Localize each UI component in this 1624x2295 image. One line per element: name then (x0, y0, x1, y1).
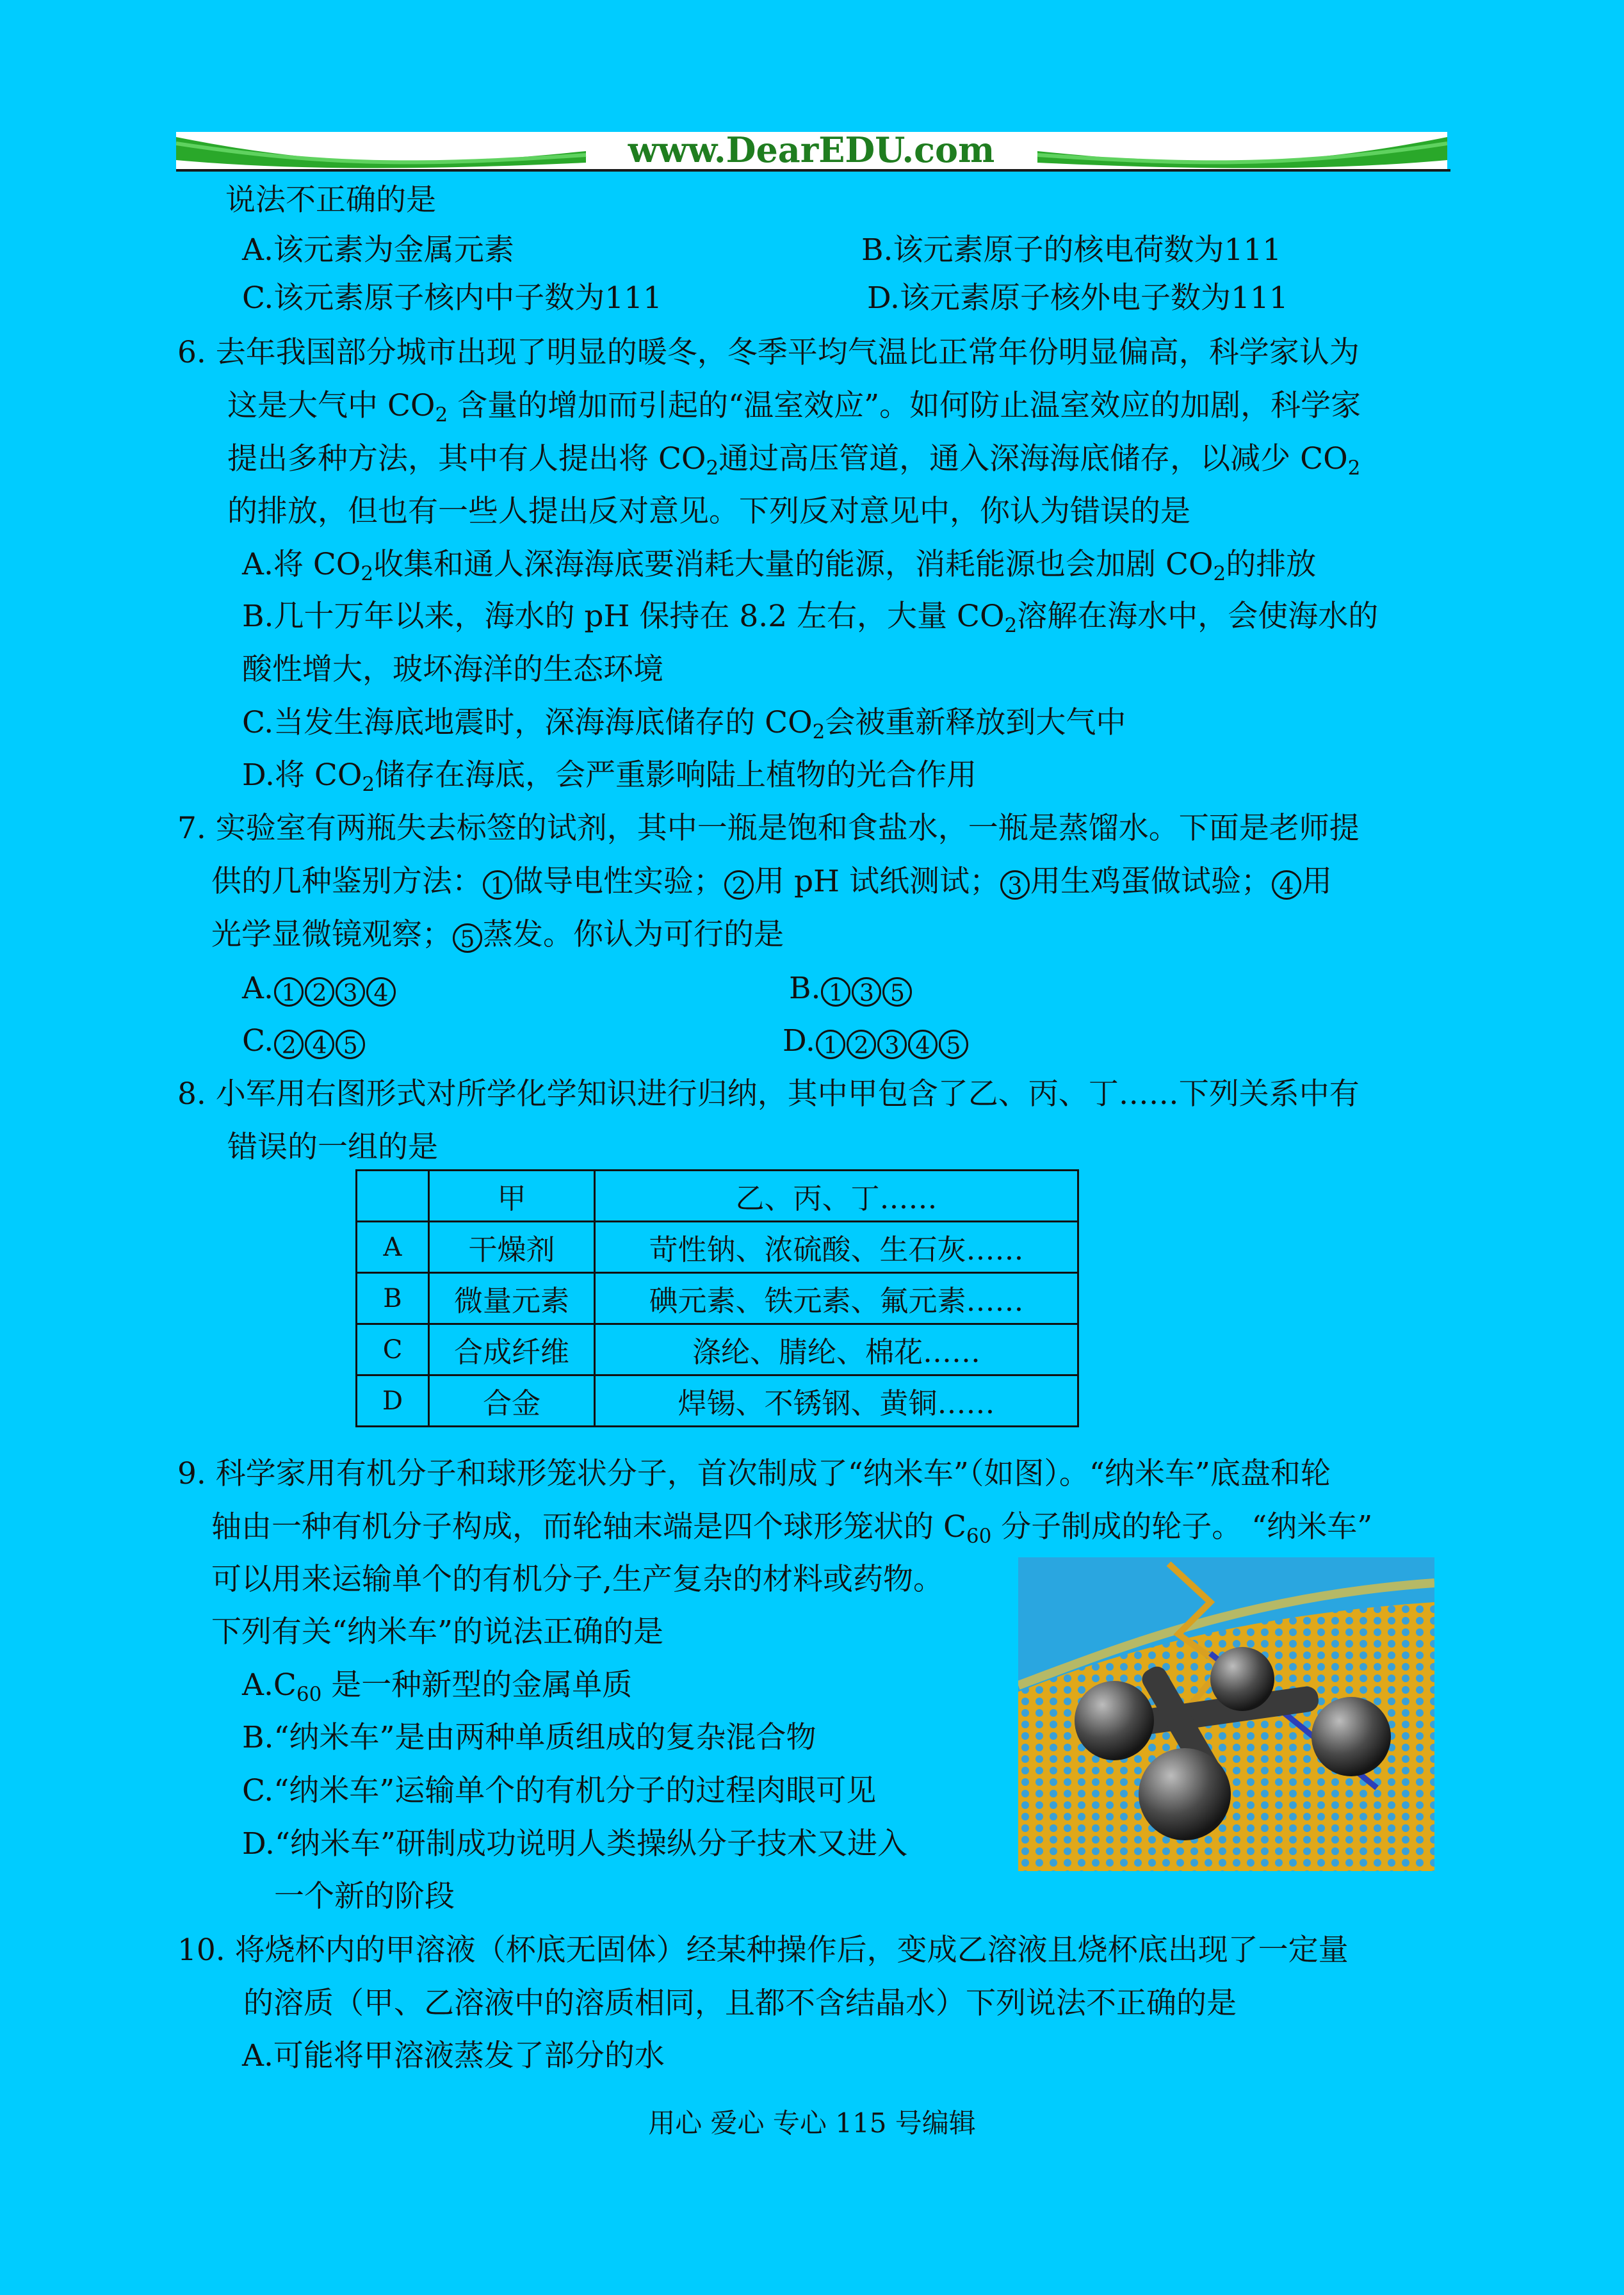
table-cell-key: D (357, 1375, 429, 1427)
table-cell-members: 涤纶、腈纶、棉花…… (595, 1324, 1078, 1375)
table-header-cell: 乙、丙、丁…… (595, 1171, 1078, 1222)
table-cell-key: B (357, 1273, 429, 1324)
q9-line-3: 可以用来运输单个的有机分子,生产复杂的材料或药物。 (211, 1562, 943, 1597)
q6-line-2: 这是大气中 $CO_2$ 含量的增加而引起的“温室效应”。如何防止温室效应的加剧，科学家 (227, 388, 1361, 426)
table-row (357, 1375, 1078, 1427)
q10-line-1: 10. 将烧杯内的甲溶液（杯底无固体）经某种操作后，变成乙溶液且烧杯底出现了一定量 (177, 1933, 1349, 1968)
table-row (357, 1324, 1078, 1375)
q10-line-2: 的溶质（甲、乙溶液中的溶质相同，且都不含结晶水）下列说法不正确的是 (243, 1986, 1237, 2021)
q9-option-d: D.“纳米车”研制成功说明人类操纵分子技术又进入 (242, 1826, 908, 1861)
q5-stem-tail: 说法不正确的是 (225, 182, 436, 218)
q7-line-3: 光学显微镜观察； 5 蒸发。你认为可行的是 (211, 917, 784, 953)
q6-line-3: 提出多种方法，其中有人提出将 $CO_2$通过高压管道，通入深海海底储存，以减少 $CO_2$ (227, 441, 1361, 480)
header-rule (176, 169, 1450, 172)
q7-option-d: D. 1 2 3 4 5 (783, 1022, 969, 1060)
table-row (357, 1273, 1078, 1324)
q6-option-a: A.将 $CO_2$收集和通人深海海底要消耗大量的能源，消耗能源也会加剧 $CO_2$的排放 (242, 547, 1317, 585)
classification-table (355, 1169, 1079, 1427)
table-cell-category: 合金 (429, 1375, 595, 1427)
table-row (357, 1222, 1078, 1273)
q8-line-2: 错误的一组的是 (227, 1130, 438, 1165)
page-footer: 用心 爱心 专心 115 号编辑 (648, 2107, 976, 2139)
table-cell-category: 微量元素 (429, 1273, 595, 1324)
q7-option-c: C. 2 4 5 (242, 1022, 366, 1060)
q9-option-b: B.“纳米车”是由两种单质组成的复杂混合物 (242, 1720, 816, 1755)
q6-option-c: C.当发生海底地震时，深海海底储存的 $CO_2$会被重新释放到大气中 (242, 705, 1126, 743)
nanocar-image (1018, 1557, 1434, 1871)
q9-line-2: 轴由一种有机分子构成，而轮轴末端是四个球形笼状的 $C_{60}$ 分子制成的轮子。 “纳米车” (211, 1509, 1373, 1548)
q9-option-d-cont: 一个新的阶段 (274, 1879, 455, 1914)
q5-option-b: B.该元素原子的核电荷数为111 (861, 232, 1282, 268)
q7-line-2: 供的几种鉴别方法： 1 做导电性实验； 2 用 pH 试纸测试； 3 用生鸡蛋做试验； 4 用 (211, 864, 1332, 900)
q5-option-a: A.该元素为金属元素 (242, 232, 514, 268)
q9-line-1: 9. 科学家用有机分子和球形笼状分子，首次制成了“纳米车”（如图）。“纳米车”底盘和轮 (177, 1456, 1331, 1491)
q6-option-b-cont: 酸性增大，玻坏海洋的生态环境 (242, 652, 663, 687)
q5-option-c: C.该元素原子核内中子数为111 (242, 280, 662, 316)
table-cell-category: 干燥剂 (429, 1222, 595, 1273)
table-header-cell: 甲 (429, 1171, 595, 1222)
q7-option-b: B. 1 3 5 (789, 969, 913, 1008)
q6-option-d: D.将 $CO_2$储存在海底，会严重影响陆上植物的光合作用 (242, 758, 977, 796)
q9-line-4: 下列有关“纳米车”的说法正确的是 (211, 1614, 664, 1650)
table-cell-key: C (357, 1324, 429, 1375)
q9-option-a: $A.C_{60}$ 是一种新型的金属单质 (242, 1667, 633, 1706)
q5-option-d: D.该元素原子核外电子数为111 (867, 280, 1288, 316)
q6-option-b: B.几十万年以来，海水的 pH 保持在 8.2 左右，大量 $CO_2$溶解在海水中，会使海水的 (242, 599, 1379, 637)
q7-line-1: 7. 实验室有两瓶失去标签的试剂，其中一瓶是饱和食盐水，一瓶是蒸馏水。下面是老师提 (177, 811, 1360, 846)
banner-text: www.DearEDU.com (628, 132, 995, 169)
q6-line-4: 的排放，但也有一些人提出反对意见。下列反对意见中，你认为错误的是 (227, 494, 1190, 529)
table-cell-key: A (357, 1222, 429, 1273)
table-header-cell (357, 1171, 429, 1222)
table-header-row (357, 1171, 1078, 1222)
q6-line-1: 6. 去年我国部分城市出现了明显的暖冬，冬季平均气温比正常年份明显偏高，科学家认为 (177, 335, 1360, 370)
table-cell-members: 碘元素、铁元素、氟元素…… (595, 1273, 1078, 1324)
table-cell-members: 苛性钠、浓硫酸、生石灰…… (595, 1222, 1078, 1273)
q10-option-a: A.可能将甲溶液蒸发了部分的水 (242, 2038, 665, 2073)
table-cell-category: 合成纤维 (429, 1324, 595, 1375)
table-cell-members: 焊锡、不锈钢、黄铜…… (595, 1375, 1078, 1427)
q7-option-a: A. 1 2 3 4 (242, 969, 396, 1008)
q9-option-c: C.“纳米车”运输单个的有机分子的过程肉眼可见 (242, 1773, 877, 1808)
q8-line-1: 8. 小军用右图形式对所学化学知识进行归纳，其中甲包含了乙、丙、丁……下列关系中有 (177, 1076, 1360, 1112)
banner-logo (176, 132, 1447, 169)
